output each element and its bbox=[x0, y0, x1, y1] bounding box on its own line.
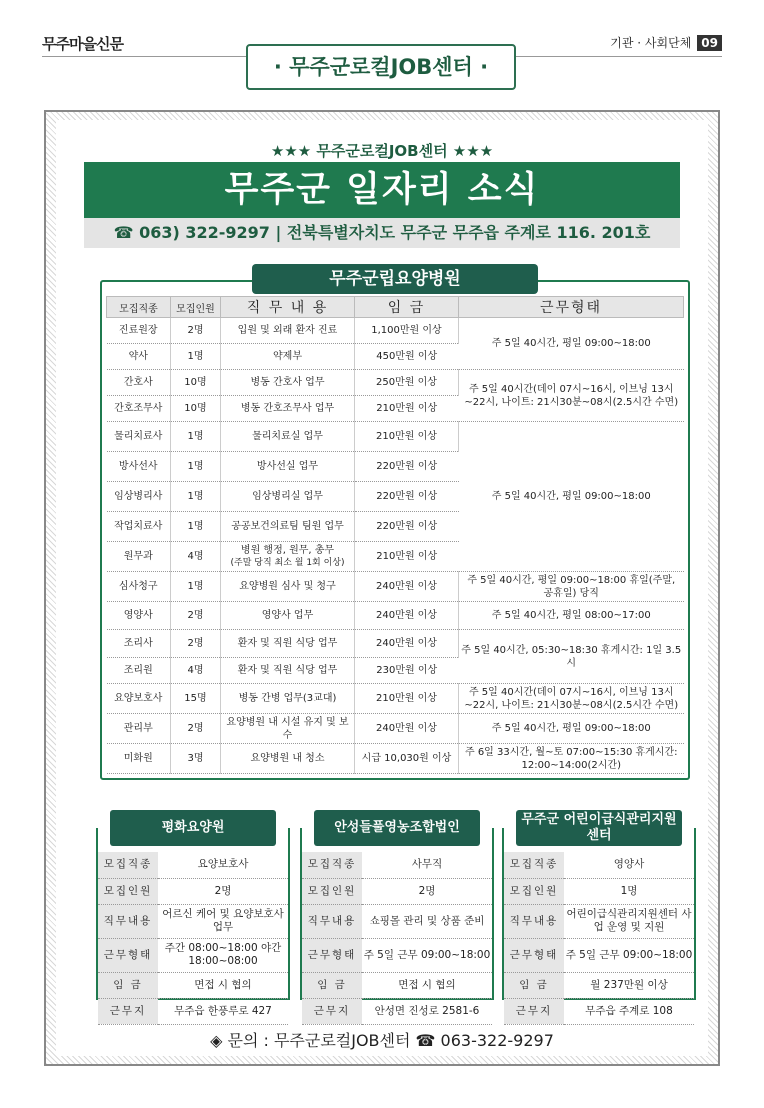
row-label: 근무형태 bbox=[302, 938, 362, 972]
row-value: 2명 bbox=[158, 878, 288, 904]
contact-line: ☎ 063) 322-9297 | 전북특별자치도 무주군 무주읍 주계로 116. 201호 bbox=[84, 218, 680, 248]
row-label: 직무내용 bbox=[504, 904, 564, 938]
table-row bbox=[504, 998, 694, 1024]
table-cell: 약사 bbox=[107, 344, 171, 370]
table-cell: 물리치료실 업무 bbox=[221, 422, 355, 452]
table-cell: 조리사 bbox=[107, 630, 171, 658]
table-cell: 관리부 bbox=[107, 714, 171, 744]
row-label: 임 금 bbox=[98, 972, 158, 998]
page-number: 09 bbox=[697, 35, 722, 51]
table-cell: 2명 bbox=[171, 602, 221, 630]
table-cell: 450만원 이상 bbox=[355, 344, 459, 370]
table-cell: 220만원 이상 bbox=[355, 452, 459, 482]
job-box-3 bbox=[502, 810, 696, 1017]
work-type-cell: 주 5일 40시간(데이 07시~16시, 이브닝 13시~22시, 나이트: 21시30분~08시(2.5시간 수면) bbox=[459, 684, 684, 714]
table-cell: 210만원 이상 bbox=[355, 422, 459, 452]
row-value: 면접 시 협의 bbox=[158, 972, 288, 998]
col-header: 직 무 내 용 bbox=[221, 297, 355, 318]
table-row bbox=[504, 852, 694, 878]
table-row bbox=[107, 422, 684, 452]
table-cell: 220만원 이상 bbox=[355, 482, 459, 512]
row-label: 근무형태 bbox=[504, 938, 564, 972]
row-value: 1명 bbox=[564, 878, 694, 904]
table-row bbox=[302, 972, 492, 998]
table-cell: 4명 bbox=[171, 542, 221, 572]
col-header: 근무형태 bbox=[459, 297, 684, 318]
table-cell: 방사선사 bbox=[107, 452, 171, 482]
table-cell: 심사청구 bbox=[107, 572, 171, 602]
row-value: 요양보호사 bbox=[158, 852, 288, 878]
col-header: 모집인원 bbox=[171, 297, 221, 318]
table-cell: 영양사 업무 bbox=[221, 602, 355, 630]
row-label: 직무내용 bbox=[302, 904, 362, 938]
table-cell: 210만원 이상 bbox=[355, 542, 459, 572]
table-cell: 간호사 bbox=[107, 370, 171, 396]
table-row bbox=[98, 938, 288, 972]
table-row bbox=[107, 602, 684, 630]
col-header: 모집직종 bbox=[107, 297, 171, 318]
table-cell: 요양병원 내 시설 유지 및 보수 bbox=[221, 714, 355, 744]
table-cell: 병원 행정, 원무, 총무 (주말 당직 최소 월 1회 이상) bbox=[221, 542, 355, 572]
job-box-2 bbox=[300, 810, 494, 1017]
table-cell: 미화원 bbox=[107, 744, 171, 774]
row-value: 면접 시 협의 bbox=[362, 972, 492, 998]
table-cell: 병동 간호조무사 업무 bbox=[221, 396, 355, 422]
table-cell: 병동 간호사 업무 bbox=[221, 370, 355, 396]
table-row bbox=[107, 370, 684, 396]
table-cell: 3명 bbox=[171, 744, 221, 774]
main-title: 무주군 일자리 소식 bbox=[84, 162, 680, 218]
row-value: 안성면 진성로 2581-6 bbox=[362, 998, 492, 1024]
work-type-cell: 주 5일 40시간, 평일 09:00~18:00 휴일(주말, 공휴일) 당직 bbox=[459, 572, 684, 602]
table-cell: 240만원 이상 bbox=[355, 572, 459, 602]
table-cell: 210만원 이상 bbox=[355, 684, 459, 714]
table-cell: 입원 및 외래 환자 진료 bbox=[221, 318, 355, 344]
table-cell: 공공보건의료팀 팀원 업무 bbox=[221, 512, 355, 542]
section-label: 기관 · 사회단체 bbox=[610, 36, 692, 50]
table-cell: 약제부 bbox=[221, 344, 355, 370]
work-type-cell: 주 5일 40시간, 평일 09:00~18:00 bbox=[459, 422, 684, 572]
table-row bbox=[107, 318, 684, 344]
table-cell: 220만원 이상 bbox=[355, 512, 459, 542]
row-value: 2명 bbox=[362, 878, 492, 904]
table-cell: 임상병리실 업무 bbox=[221, 482, 355, 512]
table-cell: 환자 및 직원 식당 업무 bbox=[221, 630, 355, 658]
hospital-name: 무주군립요양병원 bbox=[252, 264, 538, 294]
row-label: 모집인원 bbox=[98, 878, 158, 904]
table-row bbox=[107, 744, 684, 774]
sub-title: ★★★ 무주군로컬JOB센터 ★★★ bbox=[270, 142, 494, 160]
hospital-table bbox=[106, 296, 684, 774]
table-row bbox=[302, 852, 492, 878]
table-cell: 작업치료사 bbox=[107, 512, 171, 542]
work-type-cell: 주 5일 40시간, 평일 09:00~18:00 bbox=[459, 318, 684, 370]
table-row bbox=[504, 972, 694, 998]
table-row bbox=[302, 998, 492, 1024]
table-cell: 1명 bbox=[171, 452, 221, 482]
table-cell: 환자 및 직원 식당 업무 bbox=[221, 658, 355, 684]
table-cell: 시급 10,030원 이상 bbox=[355, 744, 459, 774]
work-type-cell: 주 5일 40시간, 평일 08:00~17:00 bbox=[459, 602, 684, 630]
table-cell: 진료원장 bbox=[107, 318, 171, 344]
row-label: 임 금 bbox=[302, 972, 362, 998]
table-cell: 10명 bbox=[171, 370, 221, 396]
table-row bbox=[504, 904, 694, 938]
row-value: 주 5일 근무 09:00~18:00 bbox=[564, 938, 694, 972]
footer-inquiry: ◈ 문의 : 무주군로컬JOB센터 ☎ 063-322-9297 bbox=[210, 1031, 554, 1050]
table-cell: 230만원 이상 bbox=[355, 658, 459, 684]
row-label: 근무지 bbox=[504, 998, 564, 1024]
table-cell: 240만원 이상 bbox=[355, 630, 459, 658]
table-row bbox=[107, 714, 684, 744]
row-label: 임 금 bbox=[504, 972, 564, 998]
table-row bbox=[98, 904, 288, 938]
table-row bbox=[302, 878, 492, 904]
table-row bbox=[107, 630, 684, 658]
table-cell: 요양보호사 bbox=[107, 684, 171, 714]
row-label: 근무형태 bbox=[98, 938, 158, 972]
table-cell: 원무과 bbox=[107, 542, 171, 572]
table-cell: 조리원 bbox=[107, 658, 171, 684]
table-row bbox=[504, 938, 694, 972]
row-value: 쇼핑몰 관리 및 상품 준비 bbox=[362, 904, 492, 938]
table-cell: 1명 bbox=[171, 572, 221, 602]
row-label: 모집인원 bbox=[302, 878, 362, 904]
table-cell: 방사선실 업무 bbox=[221, 452, 355, 482]
row-label: 모집인원 bbox=[504, 878, 564, 904]
box-title: 안성들풀영농조합법인 bbox=[314, 810, 480, 846]
work-type-cell: 주 5일 40시간(데이 07시~16시, 이브닝 13시~22시, 나이트: 21시30분~08시(2.5시간 수면) bbox=[459, 370, 684, 422]
table-cell: 240만원 이상 bbox=[355, 602, 459, 630]
table-cell: 1명 bbox=[171, 482, 221, 512]
table-cell: 간호조무사 bbox=[107, 396, 171, 422]
article-frame bbox=[44, 110, 720, 1066]
table-cell: 210만원 이상 bbox=[355, 396, 459, 422]
table-row bbox=[302, 904, 492, 938]
row-value: 주 5일 근무 09:00~18:00 bbox=[362, 938, 492, 972]
row-value: 영양사 bbox=[564, 852, 694, 878]
job-box-1 bbox=[96, 810, 290, 1017]
box-table bbox=[98, 852, 288, 1025]
table-cell: 4명 bbox=[171, 658, 221, 684]
row-label: 모집직종 bbox=[504, 852, 564, 878]
work-type-cell: 주 5일 40시간, 평일 09:00~18:00 bbox=[459, 714, 684, 744]
table-cell: 임상병리사 bbox=[107, 482, 171, 512]
row-value: 주간 08:00~18:00 야간 18:00~08:00 bbox=[158, 938, 288, 972]
row-label: 모집직종 bbox=[98, 852, 158, 878]
row-value: 어르신 케어 및 요양보호사 업무 bbox=[158, 904, 288, 938]
table-cell: 250만원 이상 bbox=[355, 370, 459, 396]
row-value: 어린이급식관리지원센터 사업 운영 및 지원 bbox=[564, 904, 694, 938]
table-cell: 1,100만원 이상 bbox=[355, 318, 459, 344]
table-cell: 2명 bbox=[171, 630, 221, 658]
row-label: 근무지 bbox=[98, 998, 158, 1024]
row-value: 무주읍 한풍루로 427 bbox=[158, 998, 288, 1024]
table-cell: 1명 bbox=[171, 344, 221, 370]
table-row bbox=[98, 852, 288, 878]
work-type-cell: 주 5일 40시간, 05:30~18:30 휴게시간: 1일 3.5시 bbox=[459, 630, 684, 684]
box-title: 무주군 어린이급식관리지원센터 bbox=[516, 810, 682, 846]
work-type-cell: 주 6일 33시간, 월~토 07:00~15:30 휴게시간: 12:00~14:00(2시간) bbox=[459, 744, 684, 774]
row-value: 사무직 bbox=[362, 852, 492, 878]
table-cell: 2명 bbox=[171, 714, 221, 744]
row-value: 무주읍 주계로 108 bbox=[564, 998, 694, 1024]
section-banner: · 무주군로컬JOB센터 · bbox=[246, 44, 516, 90]
table-cell: 2명 bbox=[171, 318, 221, 344]
row-label: 모집직종 bbox=[302, 852, 362, 878]
header-right bbox=[610, 34, 722, 51]
masthead-logo: 무주마을신문 bbox=[42, 35, 123, 53]
table-cell: 영양사 bbox=[107, 602, 171, 630]
table-cell: 10명 bbox=[171, 396, 221, 422]
row-label: 직무내용 bbox=[98, 904, 158, 938]
table-cell: 병동 간병 업무(3교대) bbox=[221, 684, 355, 714]
table-cell: 요양병원 심사 및 청구 bbox=[221, 572, 355, 602]
table-cell: 240만원 이상 bbox=[355, 714, 459, 744]
table-row bbox=[98, 972, 288, 998]
row-label: 근무지 bbox=[302, 998, 362, 1024]
box-table bbox=[302, 852, 492, 1025]
box-title: 평화요양원 bbox=[110, 810, 276, 846]
col-header: 임 금 bbox=[355, 297, 459, 318]
table-cell: 1명 bbox=[171, 422, 221, 452]
table-cell: 요양병원 내 청소 bbox=[221, 744, 355, 774]
table-cell: 물리치료사 bbox=[107, 422, 171, 452]
table-row bbox=[504, 878, 694, 904]
table-row bbox=[98, 998, 288, 1024]
table-row bbox=[302, 938, 492, 972]
table-row bbox=[98, 878, 288, 904]
box-table bbox=[504, 852, 694, 1025]
table-row bbox=[107, 572, 684, 602]
row-value: 월 237만원 이상 bbox=[564, 972, 694, 998]
table-row bbox=[107, 684, 684, 714]
table-cell: 15명 bbox=[171, 684, 221, 714]
table-cell: 1명 bbox=[171, 512, 221, 542]
